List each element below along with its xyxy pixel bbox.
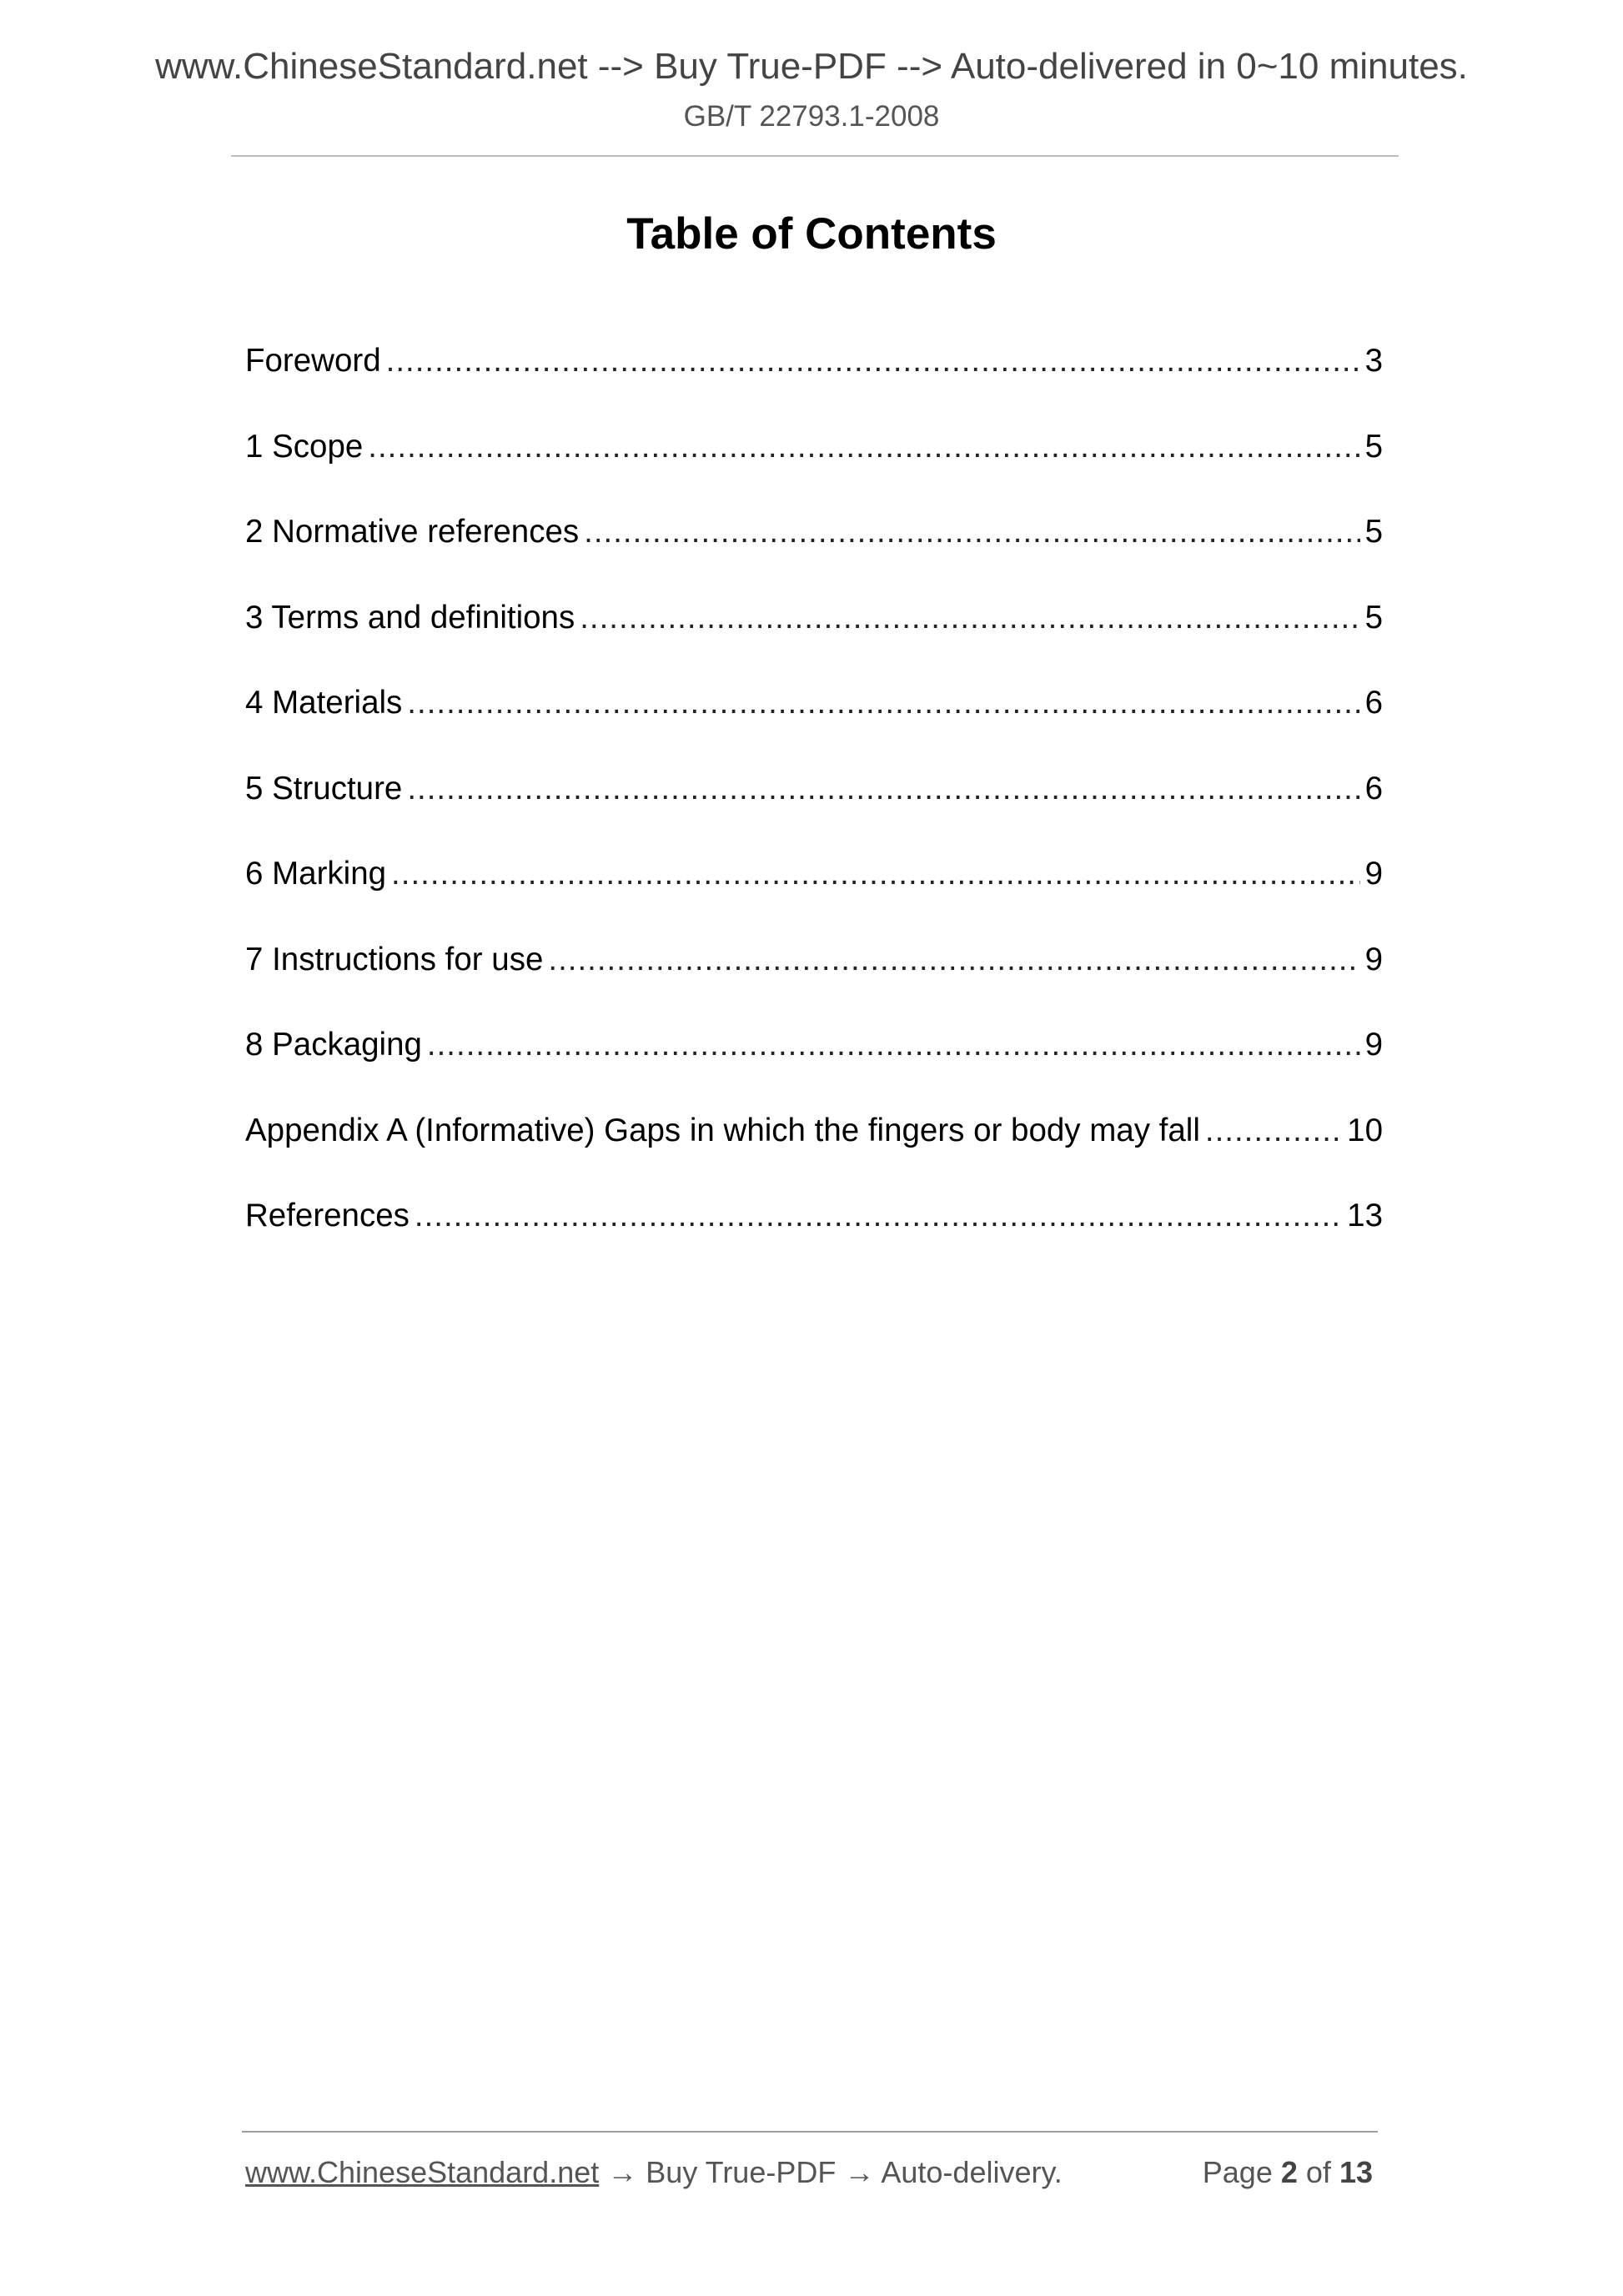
toc-entry-foreword[interactable] [245,338,1383,424]
toc-entry-label: 8 Packaging [245,1027,422,1063]
standard-number: GB/T 22793.1-2008 [683,100,940,133]
page-label: Page [1202,2155,1273,2189]
toc-entry-label: 3 Terms and definitions [245,599,575,636]
toc-entry-page: 6 [1364,685,1383,721]
footer-delivery-text: Auto-delivery. [881,2155,1063,2189]
toc-entry-page: 9 [1364,856,1383,892]
toc-entry-structure[interactable] [245,766,1383,852]
arrow-right-icon: → [607,2155,638,2189]
arrow-right-icon: → [844,2155,875,2189]
total-pages-number: 13 [1339,2155,1373,2189]
toc-entry-label: Appendix A (Informative) Gaps in which the fingers or body may fall [245,1112,1200,1148]
toc-list [245,338,1383,1279]
toc-entry-marking[interactable] [245,851,1383,937]
toc-dot-leader [368,424,1359,470]
header-banner: www.ChineseStandard.net --> Buy True-PDF --> Auto-delivered in 0~10 minutes. [155,46,1468,87]
footer-promo [245,2153,1063,2192]
toc-entry-normative-references[interactable] [245,509,1383,595]
toc-entry-label: 5 Structure [245,770,403,806]
toc-entry-page: 5 [1364,514,1383,550]
toc-entry-label: 7 Instructions for use [245,941,544,977]
page-indicator [1203,2153,1373,2192]
toc-dot-leader [427,1022,1360,1068]
toc-entry-page: 3 [1364,343,1383,379]
toc-dot-leader [391,851,1360,897]
toc-entry-label: 2 Normative references [245,514,580,550]
toc-entry-label: 4 Materials [245,685,403,721]
footer-website-link[interactable]: www.ChineseStandard.net [245,2155,600,2189]
toc-entry-terms-and-definitions[interactable] [245,595,1383,681]
footer-divider [242,2131,1378,2133]
of-label: of [1305,2155,1331,2189]
toc-entry-page: 9 [1364,941,1383,977]
toc-dot-leader [580,595,1359,641]
toc-dot-leader [1205,1108,1342,1154]
toc-entry-label: References [245,1198,410,1233]
toc-entry-label: Foreword [245,343,381,379]
toc-entry-packaging[interactable] [245,1022,1383,1108]
toc-entry-appendix-a[interactable] [245,1108,1383,1193]
toc-entry-materials[interactable] [245,680,1383,766]
toc-entry-instructions-for-use[interactable] [245,937,1383,1022]
toc-dot-leader [407,680,1359,726]
toc-entry-page: 10 [1347,1112,1383,1148]
toc-entry-label: 6 Marking [245,856,387,892]
toc-dot-leader [407,766,1359,812]
toc-entry-page: 5 [1364,428,1383,465]
current-page-number: 2 [1280,2155,1298,2189]
toc-entry-page: 6 [1364,770,1383,806]
toc-entry-scope[interactable] [245,424,1383,510]
header-divider [231,155,1399,157]
toc-dot-leader [386,338,1360,384]
footer-buy-text: Buy True-PDF [646,2155,837,2189]
toc-title: Table of Contents [626,209,997,259]
toc-dot-leader [548,937,1359,983]
toc-dot-leader [415,1193,1342,1239]
toc-entry-page: 13 [1347,1198,1383,1233]
toc-entry-page: 9 [1364,1027,1383,1063]
toc-entry-label: 1 Scope [245,428,364,465]
toc-dot-leader [584,509,1359,555]
toc-entry-references[interactable] [245,1193,1383,1279]
toc-entry-page: 5 [1364,599,1383,636]
